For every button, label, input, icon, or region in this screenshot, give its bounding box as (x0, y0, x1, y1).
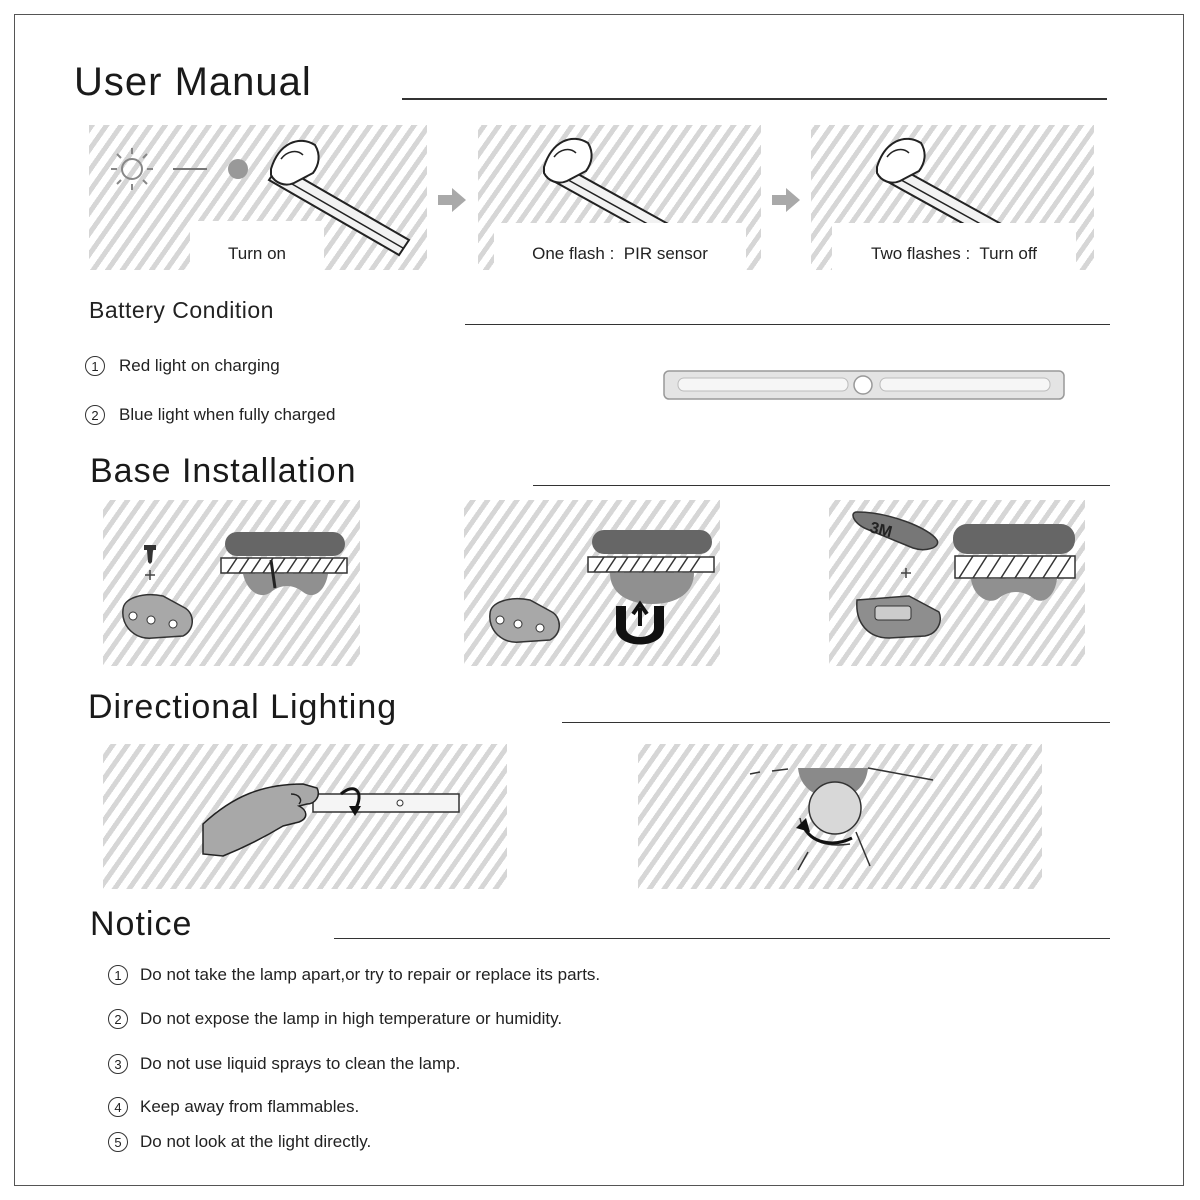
base-screw-illustration (103, 500, 360, 666)
base-installation-title: Base Installation (90, 452, 357, 490)
base-magnet-illustration (464, 500, 720, 666)
notice-item-text: Keep away from flammables. (140, 1097, 360, 1116)
page-title: User Manual (74, 60, 312, 104)
battery-item-text: Red light on charging (119, 356, 280, 375)
notice-item-5 (108, 1132, 371, 1152)
number-badge: 2 (85, 405, 105, 425)
notice-item-text: Do not take the lamp apart,or try to repair or replace its parts. (140, 965, 601, 984)
step-2-caption: One flash : PIR sensor (494, 223, 746, 270)
battery-item-1 (85, 356, 280, 376)
number-badge: 4 (108, 1097, 128, 1117)
directional-lighting-rule (562, 722, 1110, 723)
notice-item-4 (108, 1097, 359, 1117)
battery-item-2 (85, 405, 335, 425)
arrow-right-icon (770, 186, 802, 214)
battery-title: Battery Condition (89, 297, 274, 323)
sun-icon (111, 148, 153, 190)
directional-lighting-title: Directional Lighting (88, 688, 398, 726)
notice-item-3 (108, 1054, 460, 1074)
notice-item-1 (108, 965, 600, 985)
notice-rule (334, 938, 1110, 939)
directional-rotate-illustration (638, 744, 1042, 889)
magnet-icon (616, 604, 664, 645)
number-badge: 3 (108, 1054, 128, 1074)
notice-title: Notice (90, 905, 193, 943)
number-badge: 5 (108, 1132, 128, 1152)
step-3-caption: Two flashes : Turn off (832, 223, 1076, 270)
directional-hand-illustration (103, 744, 507, 889)
number-badge: 2 (108, 1009, 128, 1029)
base-tape-illustration (829, 500, 1085, 666)
tape-label: 3M (868, 519, 894, 542)
notice-item-text: Do not look at the light directly. (140, 1132, 372, 1151)
base-installation-rule (533, 485, 1110, 486)
step-1-caption: Turn on (190, 221, 324, 270)
number-badge: 1 (85, 356, 105, 376)
title-rule (402, 98, 1107, 100)
arrow-right-icon (436, 186, 468, 214)
notice-item-2 (108, 1009, 562, 1029)
screw-icon (144, 545, 156, 580)
notice-item-text: Do not use liquid sprays to clean the lamp. (140, 1054, 461, 1073)
battery-rule (465, 324, 1110, 325)
notice-item-text: Do not expose the lamp in high temperature or humidity. (140, 1009, 563, 1028)
lamp-bar-illustration (662, 368, 1066, 402)
number-badge: 1 (108, 965, 128, 985)
battery-item-text: Blue light when fully charged (119, 405, 336, 424)
